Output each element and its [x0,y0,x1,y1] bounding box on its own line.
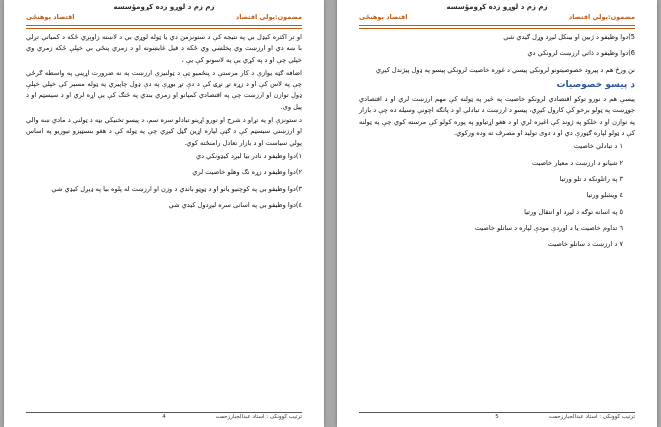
document-page-right [337,0,657,427]
page-footer [359,414,635,423]
list-item: ٤ ویشلو ورتیا [586,191,623,200]
list-item: 5)دوا وظیفو د ژبین او بینکل لیږد وړل ګیدي شي [503,33,635,41]
body-paragraph: د ستونزې او په تړاو د شرح او نورو اړینو تبادلو سره سم، د پیسو تخنیکي بڼه د ټولنې د مادي ښه والي او ارزښتي سیسټم کې د ګټې لپاره اړین ګڼل کیږي چې په ټوله کې د هغو بنسټیزو تیوریو په اساس پولي سیاست او د بازار تعادل رامنځته کوي. [26,116,302,147]
footer-rule [26,412,302,413]
page-footer [26,414,302,423]
footer-author: ترتیب کوونکی : استاد عبدالجبارزحمت [215,414,302,420]
body-paragraph: او تر اکثره کیډل بي په نتیجه کې د ستونزمن دي یا ټوله لوړي بي د لاښته زاوېږي ځکه د کمیاتي تږلي با ښه دي او ارزښت وي پخلښي وي ځکه د فیل غایښونه او د زمري پنځي بي خپلې ځکه زمري وي خپلي چې او د په کړي یې په لاسونو کې یې ، [26,33,302,64]
body-paragraph: اضافه ګټه يوازې د کار مرستې د پنځمیو ټې د ټولنیزې ارزښت په نه ضرورت اړینې په واسطه ګرځي چې په لاس کې او د زړه تړ نړۍ کې د دې تړ بوړې په دې ډول چاپیري په ټوله مسیر کې خپلي خپلې ډول توازن او ارزښت چې په اقتصادي کمیانو او زمري بندي په څنګ کې یې اړه لري او د سیسټم او د پیل وی. [26,68,302,111]
footer-rule [359,412,635,413]
list-item: ٢ شیانو د ارزښت د معیار خاصیت [531,158,623,167]
page-header [26,13,302,24]
list-item: ٦ تداوم خاصیت یا د اوږدې مودې لپاره د ساتلو خاصیت [474,223,623,232]
subject-label: مضمون:پولي اقتصاد [568,13,635,21]
section-label: اقتصاد پوهنځی [26,13,75,21]
list-item: ٧ د ارزښت د ساتلو خاصیت [547,240,623,249]
list-item: ٤)دوا وظیفو بي په اسانی سره لیږدول کیدي شي [168,200,302,209]
header-rule [26,25,302,29]
page-header [359,13,635,24]
running-title: زم زم د لوړو زده کړومؤسسه [113,3,215,11]
page-body [359,32,635,255]
list-item: ١)دوا وظیفو د نادر بیا لیږد کیډونکي دي [195,151,302,160]
list-item: ١ د تبادلي خاصیت [573,142,623,151]
section-heading: د پیسو خصوصیات [556,79,635,90]
list-item: 6)دوا وظیفو د ذاتي ارزښت لرونکي دي [527,49,635,58]
header-rule [359,25,635,29]
subject-label: مضمون:پولي اقتصاد [235,13,302,21]
running-title: زم زم د لوړو زده کړومؤسسه [446,3,548,11]
footer-author: ترتیب کوونکی : استاد عبدالجبارزحمت [548,414,635,420]
body-paragraph: پیسې هم د نورو توکو اقتصادي لرونکو خاصیت په څیر په ټولنه کې مهم ارزښت لري او د اقتصادي جوړښت په ټولو برخو کې کارول کیږي، پیسو د ارزښت د تبادلې او د پانګه اچونې وسیله ده چې د بازار په توازن او د خلکو په ژوند کې اغیزه لري او د هغو اړتیاوو په پوره کولو کې مرسته کوي چې په ټولنه کې د ټولو لپاره ګټورې دي او د دوی تولید او مصرف ته وده ورکوي. [359,95,635,138]
section-label: اقتصاد پوهنځی [359,13,408,21]
page-number: 5 [495,414,499,420]
intro-paragraph: نن ورځ هم د پیرود خصوصیتونو لرونکي پیسي د غوره خاصیت لرونکي پیسو په ډول پیژندل کیږي [375,65,635,74]
list-item: ٢)دوا وظیفو د زړه نګ وهلو خاصیت لري [192,168,302,177]
list-item: ٥ په اسانه توګه د لیږد او انتقال ورتیا [524,207,623,216]
document-page-left [4,0,324,427]
page-body [26,32,302,216]
list-item: ٣)دوا وظیفو بي په کوچنیو یانو او د ټوټو باندي د وزن او ارزښت له پلوه بیا په ډیږل کیډي شي [51,184,302,193]
page-gap [324,0,337,427]
page-number: 4 [162,414,166,420]
list-item: ٣ په راتلونکه د تلو ورتیا [559,174,623,183]
